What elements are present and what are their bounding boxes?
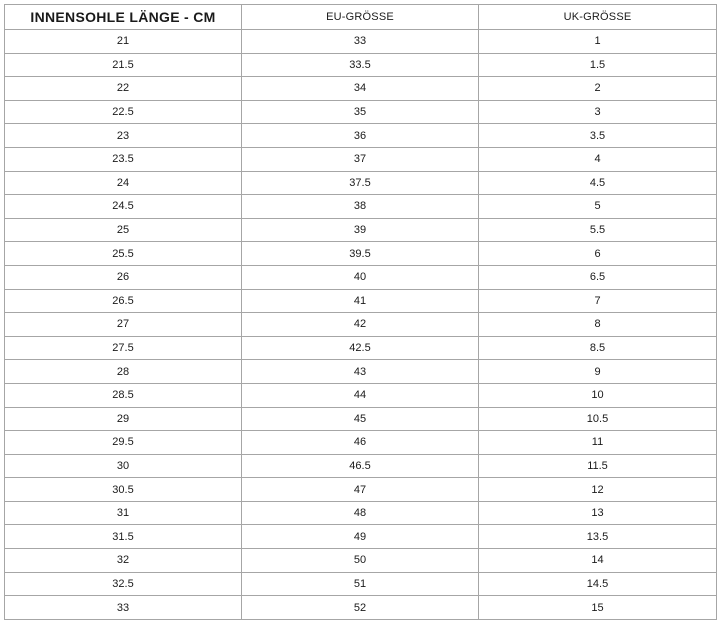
cell-uk-size: 9 — [479, 360, 717, 384]
cell-insole-length: 23.5 — [5, 147, 242, 171]
cell-uk-size: 1.5 — [479, 53, 717, 77]
cell-insole-length: 30 — [5, 454, 242, 478]
cell-eu-size: 44 — [242, 383, 479, 407]
cell-eu-size: 52 — [242, 596, 479, 620]
cell-eu-size: 35 — [242, 100, 479, 124]
table-row — [5, 478, 717, 502]
cell-eu-size: 43 — [242, 360, 479, 384]
column-header-uk-size: UK-GRÖSSE — [479, 5, 717, 30]
cell-insole-length: 22.5 — [5, 100, 242, 124]
cell-uk-size: 8 — [479, 313, 717, 337]
cell-eu-size: 48 — [242, 501, 479, 525]
table-row — [5, 501, 717, 525]
table-row — [5, 431, 717, 455]
cell-uk-size: 2 — [479, 77, 717, 101]
cell-eu-size: 41 — [242, 289, 479, 313]
cell-insole-length: 28.5 — [5, 383, 242, 407]
cell-insole-length: 25.5 — [5, 242, 242, 266]
table-row — [5, 407, 717, 431]
table-row — [5, 313, 717, 337]
table-row — [5, 124, 717, 148]
cell-eu-size: 46.5 — [242, 454, 479, 478]
cell-insole-length: 21 — [5, 30, 242, 54]
cell-eu-size: 46 — [242, 431, 479, 455]
table-row — [5, 454, 717, 478]
cell-eu-size: 38 — [242, 195, 479, 219]
cell-uk-size: 10.5 — [479, 407, 717, 431]
cell-eu-size: 50 — [242, 549, 479, 573]
table-row — [5, 242, 717, 266]
cell-insole-length: 24.5 — [5, 195, 242, 219]
cell-uk-size: 11.5 — [479, 454, 717, 478]
cell-eu-size: 42 — [242, 313, 479, 337]
cell-insole-length: 26.5 — [5, 289, 242, 313]
cell-eu-size: 37.5 — [242, 171, 479, 195]
cell-uk-size: 3 — [479, 100, 717, 124]
cell-eu-size: 40 — [242, 265, 479, 289]
table-row — [5, 383, 717, 407]
table-row — [5, 289, 717, 313]
table-row — [5, 596, 717, 620]
cell-insole-length: 31 — [5, 501, 242, 525]
cell-eu-size: 49 — [242, 525, 479, 549]
cell-uk-size: 14.5 — [479, 572, 717, 596]
cell-eu-size: 39 — [242, 218, 479, 242]
cell-uk-size: 12 — [479, 478, 717, 502]
table-row — [5, 77, 717, 101]
table-row — [5, 30, 717, 54]
cell-insole-length: 25 — [5, 218, 242, 242]
cell-uk-size: 3.5 — [479, 124, 717, 148]
table-row — [5, 100, 717, 124]
cell-eu-size: 33.5 — [242, 53, 479, 77]
cell-insole-length: 30.5 — [5, 478, 242, 502]
cell-eu-size: 42.5 — [242, 336, 479, 360]
cell-insole-length: 27.5 — [5, 336, 242, 360]
table-row — [5, 265, 717, 289]
cell-insole-length: 33 — [5, 596, 242, 620]
table-header — [5, 5, 717, 30]
table-row — [5, 525, 717, 549]
cell-eu-size: 34 — [242, 77, 479, 101]
cell-uk-size: 11 — [479, 431, 717, 455]
cell-insole-length: 31.5 — [5, 525, 242, 549]
cell-insole-length: 26 — [5, 265, 242, 289]
table-row — [5, 53, 717, 77]
cell-eu-size: 39.5 — [242, 242, 479, 266]
table-row — [5, 171, 717, 195]
cell-eu-size: 37 — [242, 147, 479, 171]
table-row — [5, 336, 717, 360]
cell-uk-size: 14 — [479, 549, 717, 573]
cell-insole-length: 29 — [5, 407, 242, 431]
table-row — [5, 195, 717, 219]
cell-uk-size: 4 — [479, 147, 717, 171]
cell-uk-size: 6.5 — [479, 265, 717, 289]
cell-eu-size: 36 — [242, 124, 479, 148]
cell-uk-size: 7 — [479, 289, 717, 313]
table-row — [5, 572, 717, 596]
cell-eu-size: 47 — [242, 478, 479, 502]
cell-insole-length: 28 — [5, 360, 242, 384]
column-header-insole-length: INNENSOHLE LÄNGE - CM — [5, 5, 242, 30]
size-chart-table — [4, 4, 717, 620]
cell-uk-size: 8.5 — [479, 336, 717, 360]
table-row — [5, 549, 717, 573]
table-row — [5, 147, 717, 171]
cell-eu-size: 33 — [242, 30, 479, 54]
cell-insole-length: 22 — [5, 77, 242, 101]
cell-insole-length: 23 — [5, 124, 242, 148]
cell-insole-length: 21.5 — [5, 53, 242, 77]
table-body — [5, 30, 717, 620]
table-row — [5, 218, 717, 242]
cell-eu-size: 51 — [242, 572, 479, 596]
column-header-eu-size: EU-GRÖSSE — [242, 5, 479, 30]
cell-eu-size: 45 — [242, 407, 479, 431]
table-row — [5, 360, 717, 384]
cell-uk-size: 6 — [479, 242, 717, 266]
cell-insole-length: 32 — [5, 549, 242, 573]
cell-insole-length: 27 — [5, 313, 242, 337]
cell-uk-size: 4.5 — [479, 171, 717, 195]
cell-uk-size: 10 — [479, 383, 717, 407]
cell-uk-size: 13 — [479, 501, 717, 525]
cell-uk-size: 5 — [479, 195, 717, 219]
cell-uk-size: 15 — [479, 596, 717, 620]
cell-uk-size: 13.5 — [479, 525, 717, 549]
cell-insole-length: 24 — [5, 171, 242, 195]
cell-uk-size: 5.5 — [479, 218, 717, 242]
cell-insole-length: 32.5 — [5, 572, 242, 596]
cell-uk-size: 1 — [479, 30, 717, 54]
header-row — [5, 5, 717, 30]
cell-insole-length: 29.5 — [5, 431, 242, 455]
